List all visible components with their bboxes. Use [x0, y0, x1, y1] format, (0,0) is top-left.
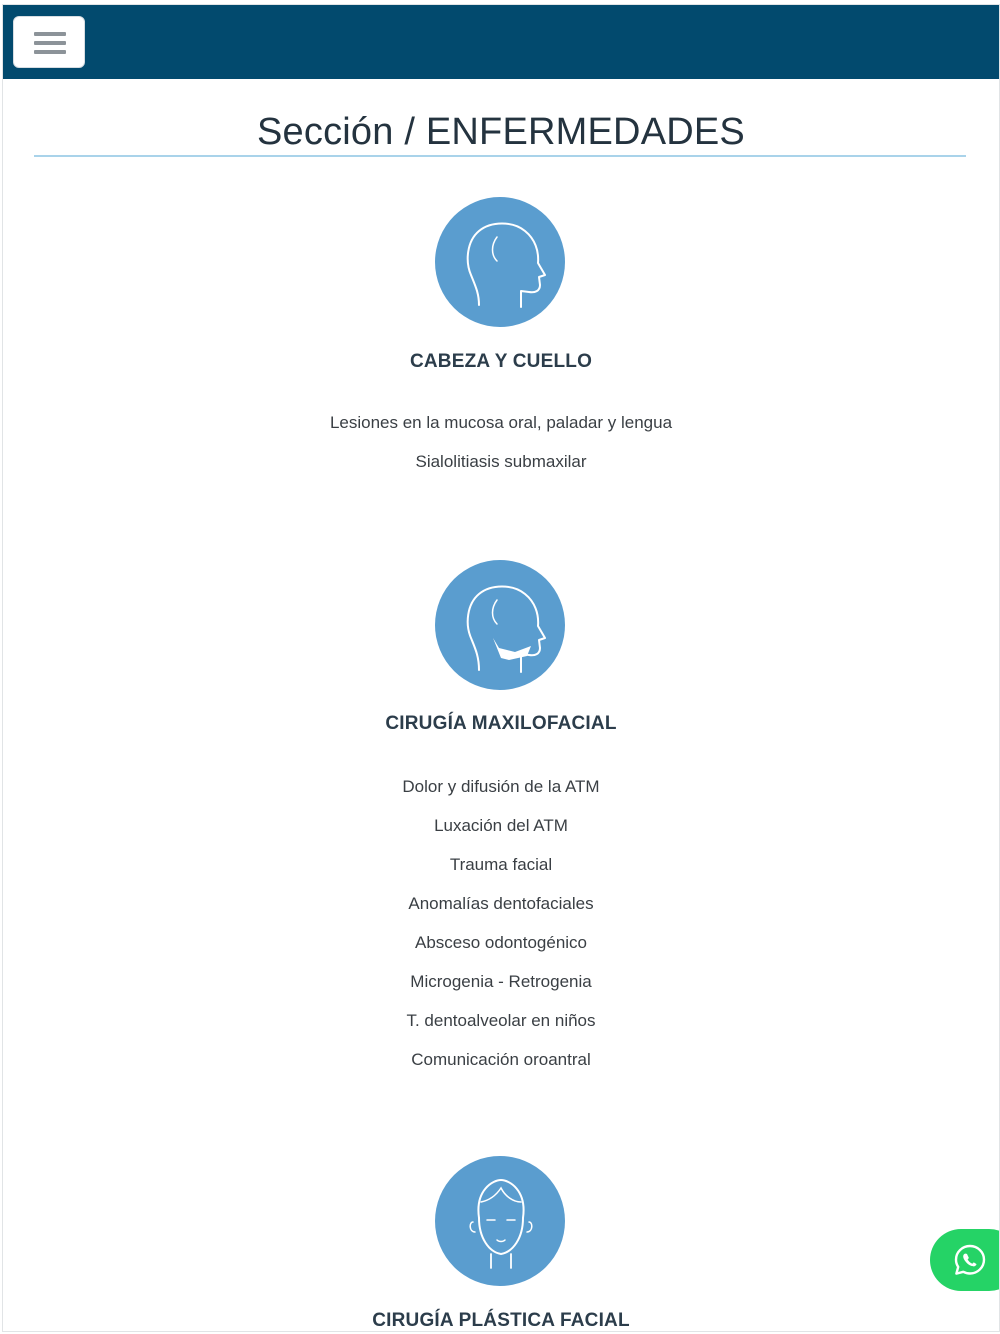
whatsapp-chat-button[interactable]	[930, 1229, 1000, 1291]
disease-item[interactable]: Trauma facial	[449, 855, 553, 874]
disease-item[interactable]: Anomalías dentofaciales	[408, 894, 594, 913]
disease-list	[3, 403, 999, 481]
disease-item[interactable]: Dolor y difusión de la ATM	[402, 777, 600, 796]
category-title: CABEZA Y CUELLO	[409, 351, 593, 372]
disease-item[interactable]: Lesiones en la mucosa oral, paladar y lengua	[329, 413, 673, 432]
disease-item[interactable]: Sialolitiasis submaxilar	[415, 452, 587, 471]
head-profile-icon	[435, 197, 565, 327]
face-front-icon	[435, 1156, 565, 1286]
category-icon-circle[interactable]	[435, 197, 565, 327]
whatsapp-icon	[952, 1242, 988, 1278]
top-navigation-bar	[3, 5, 999, 79]
disease-item[interactable]: Luxación del ATM	[434, 816, 568, 835]
disease-item[interactable]: Comunicación oroantral	[411, 1050, 591, 1069]
jaw-profile-icon	[435, 560, 565, 690]
page-title: Sección / ENFERMEDADES	[257, 111, 745, 153]
title-underline	[34, 155, 966, 157]
disease-item[interactable]: Absceso odontogénico	[414, 933, 588, 952]
category-icon-circle[interactable]	[435, 1156, 565, 1286]
disease-list	[3, 767, 999, 1079]
menu-toggle-button[interactable]	[13, 16, 85, 68]
category-title: CIRUGÍA PLÁSTICA FACIAL	[372, 1310, 630, 1331]
page-frame	[2, 4, 1000, 1332]
category-icon-circle[interactable]	[435, 560, 565, 690]
disease-item[interactable]: T. dentoalveolar en niños	[406, 1011, 596, 1030]
category-title: CIRUGÍA MAXILOFACIAL	[385, 713, 617, 734]
disease-item[interactable]: Microgenia - Retrogenia	[410, 972, 592, 991]
